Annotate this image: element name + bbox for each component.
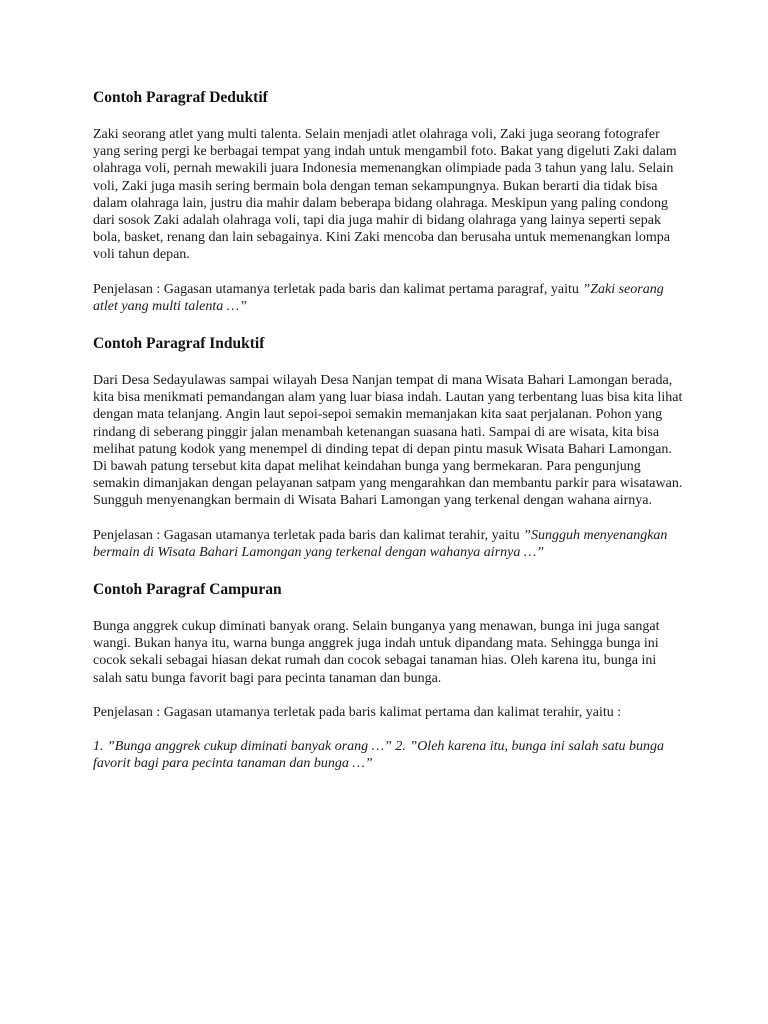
explanation-text: Penjelasan : Gagasan utamanya terletak pada baris dan kalimat pertama paragraf, yaitu <box>93 281 583 297</box>
section-heading: Contoh Paragraf Deduktif <box>93 89 268 106</box>
section-explanation <box>93 281 683 315</box>
section-explanation <box>93 704 683 721</box>
section-heading: Contoh Paragraf Campuran <box>93 581 282 599</box>
explanation-quote: ”Zaki seorang atlet yang multi talenta …” <box>93 281 664 314</box>
section-deduktif <box>93 86 683 315</box>
section-induktif <box>93 332 683 561</box>
section-campuran <box>93 578 683 772</box>
section-heading: Contoh Paragraf Induktif <box>93 335 265 353</box>
section-points: 1. ”Bunga anggrek cukup diminati banyak orang …” 2. ”Oleh karena itu, bunga ini salah satu bunga favorit bagi para pecinta tanaman dan bunga …” <box>93 739 664 772</box>
section-paragraph: Zaki seorang atlet yang multi talenta. Selain menjadi atlet olahraga voli, Zaki juga seorang fotografer yang sering pergi ke berbagai tempat yang indah untuk mengambil foto. Bakat yang digeluti Zaki dalam olahraga voli, pernah mewakili juara Indonesia memenangkan olimpiade pada 3 tahun yang lalu. Selain voli, Zaki juga masih sering bermain bola dengan teman sekampungnya. Bukan berarti dia tidak bisa dalam olahraga lain, justru dia mahir dalam beberapa bidang olahraga. Meskipun yang paling condong dari sosok Zaki adalah olahraga voli, tapi dia juga mahir di bidang olahraga yang lainya seperti sepak bola, basket, renang dan lain sebagainya. Kini Zaki mencoba dan berusaha untuk memenangkan lompa voli tahun depan. <box>93 127 677 263</box>
section-paragraph: Bunga anggrek cukup diminati banyak orang. Selain bunganya yang menawan, bunga ini juga sangat wangi. Bukan hanya itu, warna bunga anggrek juga indah untuk dipandang mata. Sehingga bunga ini cocok sekali sebagai hiasan dekat rumah dan cocok sebagai tanaman hias. Oleh karena itu, bunga ini salah satu bunga favorit bagi para pecinta tanaman dan bunga. <box>93 619 660 686</box>
section-explanation <box>93 527 683 561</box>
explanation-text: Penjelasan : Gagasan utamanya terletak pada baris kalimat pertama dan kalimat terahir, yaitu : <box>93 704 622 720</box>
explanation-quote: ”Sungguh menyenangkan bermain di Wisata Bahari Lamongan yang terkenal dengan wahanya airnya …” <box>93 527 668 560</box>
document-page <box>93 86 683 789</box>
explanation-text: Penjelasan : Gagasan utamanya terletak pada baris dan kalimat terahir, yaitu <box>93 527 524 543</box>
section-paragraph: Dari Desa Sedayulawas sampai wilayah Desa Nanjan tempat di mana Wisata Bahari Lamongan berada, kita bisa menikmati pemandangan alam yang luar biasa indah. Lautan yang terbentang luas bisa kita lihat dengan mata telanjang. Angin laut sepoi-sepoi semakin memanjakan kita saat perjalanan. Pohon yang rindang di seberang pinggir jalan menambah ketenangan suasana hati. Sampai di are wisata, kita bisa melihat patung kodok yang menempel di dinding tepat di depan pintu masuk Wisata Bahari Lamongan. Di bawah patung tersebut kita dapat melihat keindahan bunga yang bermekaran. Para pengunjung semakin dimanjakan dengan pelayanan satpam yang mengarahkan dan membantu parkir para wisatawan. Sungguh menyenangkan bermain di Wisata Bahari Lamongan yang terkenal dengan wahana airnya. <box>93 373 683 509</box>
